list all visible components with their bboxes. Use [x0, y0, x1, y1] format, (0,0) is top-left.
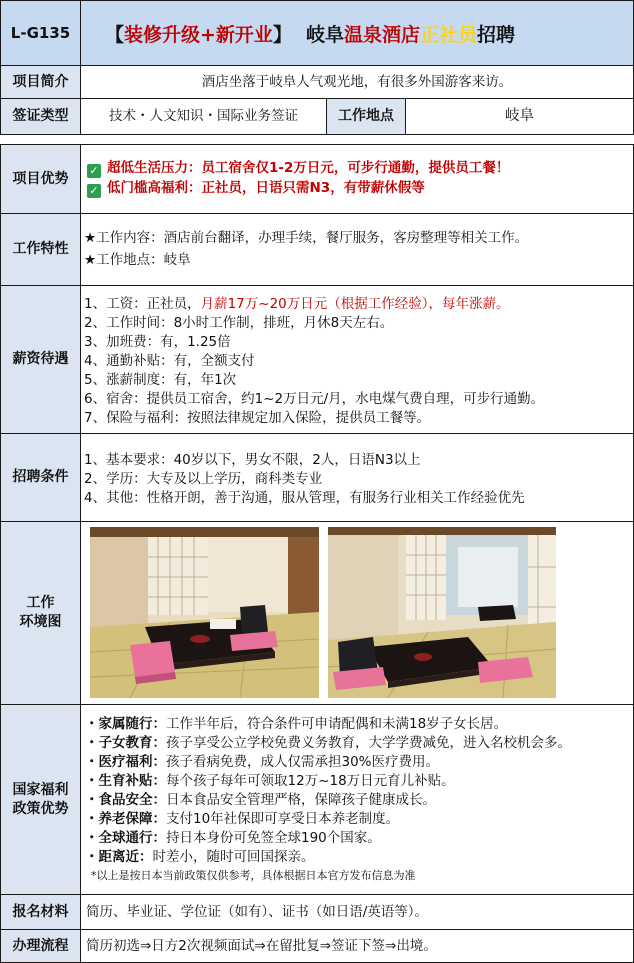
title-hotel: 温泉酒店	[343, 23, 420, 46]
advantage-item-title: 低门槛高福利：	[107, 180, 202, 196]
welfare-item-text: 支付10年社保即可享受日本养老制度。	[166, 811, 400, 827]
welfare-item-title: ・医疗福利：	[85, 754, 166, 770]
welfare-item-text: 工作半年后，符合条件可申请配偶和未满18岁子女长居。	[166, 716, 508, 732]
welfare-item-title: ・生育补贴：	[85, 773, 166, 789]
feature-label: 工作特性	[0, 213, 81, 286]
welfare-label-line: 国家福利	[12, 781, 69, 798]
advantage-item-title: 超低生活压力：	[107, 160, 202, 176]
title-bracket-close: 】	[272, 23, 292, 46]
salary-line: 7、保险与福利：按照法律规定加入保险，提供员工餐等。	[84, 410, 431, 426]
salary-line: 6、宿舍：提供员工宿舍，约1~2万日元/月，水电煤气费自理，可步行通勤。	[84, 391, 545, 407]
requirement-line: 1、基本要求：40岁以下，男女不限，2人，日语N3以上	[84, 452, 421, 468]
location-label: 工作地点	[326, 98, 406, 135]
requirement-line: 2、学历：大专及以上学历，商科类专业	[84, 471, 323, 487]
welfare-item-text: 日本食品安全管理严格，保障孩子健康成长。	[166, 792, 436, 808]
process-label: 办理流程	[0, 929, 81, 963]
welfare-item-title: ・子女教育：	[85, 735, 166, 751]
salary-line: 5、涨薪制度：有，年1次	[84, 372, 237, 388]
requirement-label: 招聘条件	[0, 433, 81, 522]
job-code-cell	[0, 0, 81, 66]
advantage-item-text: 正社员，日语只需N3，有带薪休假等	[201, 180, 425, 196]
welfare-item-text: 孩子看病免费，成人仅需承担30%医疗费用。	[166, 754, 440, 770]
salary-content	[80, 285, 634, 434]
feature-line: ★工作地点：岐阜	[84, 252, 191, 268]
advantage-item-text: 员工宿舍仅1-2万日元，可步行通勤，提供员工餐！	[201, 160, 510, 176]
welfare-item	[85, 715, 633, 734]
feature-line: ★工作内容：酒店前台翻译，办理手续，餐厅服务，客房整理等相关工作。	[84, 230, 529, 246]
advantage-label: 项目优势	[0, 144, 81, 214]
salary-line: 4、通勤补贴：有，全额支付	[84, 353, 255, 369]
welfare-item-title: ・距离近：	[85, 849, 153, 865]
checkbox-icon: ✓	[87, 184, 101, 198]
welfare-item-text: 持日本身份可免签全球190个国家。	[166, 830, 381, 846]
welfare-label	[0, 704, 81, 895]
intro-text: 酒店坐落于岐阜人气观光地，有很多外国游客来访。	[80, 65, 634, 99]
title-recruit: 招聘	[477, 23, 516, 46]
room-photo-2-image	[328, 527, 556, 698]
requirement-line: 4、其他：性格开朗，善于沟通，服从管理，有服务行业相关工作经验优先	[84, 490, 525, 506]
location-value: 岐阜	[405, 98, 634, 135]
welfare-item	[85, 753, 633, 772]
welfare-item-title: ・家属随行：	[85, 716, 166, 732]
materials-label: 报名材料	[0, 894, 81, 930]
welfare-item	[85, 829, 633, 848]
salary-line: 2、工作时间：8小时工作制，排班，月休8天左右。	[84, 315, 394, 331]
title-staff: 正社员	[419, 23, 477, 46]
feature-content	[80, 213, 634, 286]
salary-line-prefix: 1、工资：正社员，	[84, 296, 201, 312]
process-text: 简历初选⇒日方2次视频面试⇒在留批复⇒签证下签⇒出境。	[80, 929, 634, 963]
environment-label	[0, 521, 81, 705]
welfare-item-text: 时差小，随时可回国探亲。	[152, 849, 315, 865]
welfare-item	[85, 734, 633, 753]
welfare-item	[85, 791, 633, 810]
salary-label: 薪资待遇	[0, 285, 81, 434]
welfare-item	[85, 848, 633, 867]
advantage-item	[87, 159, 633, 178]
advantage-content	[80, 144, 634, 214]
intro-label: 项目简介	[0, 65, 81, 99]
environment-label-line: 工作	[26, 595, 55, 612]
room-photo-1	[90, 527, 319, 698]
welfare-content	[80, 704, 634, 895]
requirement-content	[80, 433, 634, 522]
room-photo-1-image	[90, 527, 319, 698]
welfare-item-title: ・全球通行：	[85, 830, 166, 846]
welfare-item-title: ・养老保障：	[85, 811, 166, 827]
welfare-item	[85, 810, 633, 829]
welfare-item	[85, 772, 633, 791]
welfare-item-text: 孩子享受公立学校免费义务教育，大学学费减免，进入名校机会多。	[166, 735, 571, 751]
materials-text: 简历、毕业证、学位证（如有）、证书（如日语/英语等）。	[80, 894, 634, 930]
visa-label: 签证类型	[0, 98, 81, 135]
welfare-item-title: ・食品安全：	[85, 792, 166, 808]
salary-line: 3、加班费：有，1.25倍	[84, 334, 231, 350]
page-title	[80, 0, 634, 66]
welfare-item-text: 每个孩子每年可领取12万~18万日元育儿补贴。	[166, 773, 455, 789]
job-code: L-G135	[10, 24, 71, 42]
checkbox-icon: ✓	[87, 164, 101, 178]
title-city: 岐阜	[305, 23, 344, 46]
salary-amount: 月薪17万~20万日元（根据工作经验），每年涨薪。	[200, 296, 510, 312]
welfare-label-line: 政策优势	[12, 800, 69, 817]
title-promo: 装修升级+新开业	[124, 23, 273, 46]
welfare-note: *以上是按日本当前政策仅供参考，具体根据日本官方发布信息为准	[91, 869, 416, 882]
room-photo-2	[328, 527, 556, 698]
title-bracket-open: 【	[105, 23, 125, 46]
advantage-item	[87, 179, 633, 198]
visa-text: 技术・人文知识・国际业务签证	[80, 98, 327, 135]
environment-label-line: 环境图	[19, 614, 62, 630]
salary-line	[84, 295, 633, 314]
